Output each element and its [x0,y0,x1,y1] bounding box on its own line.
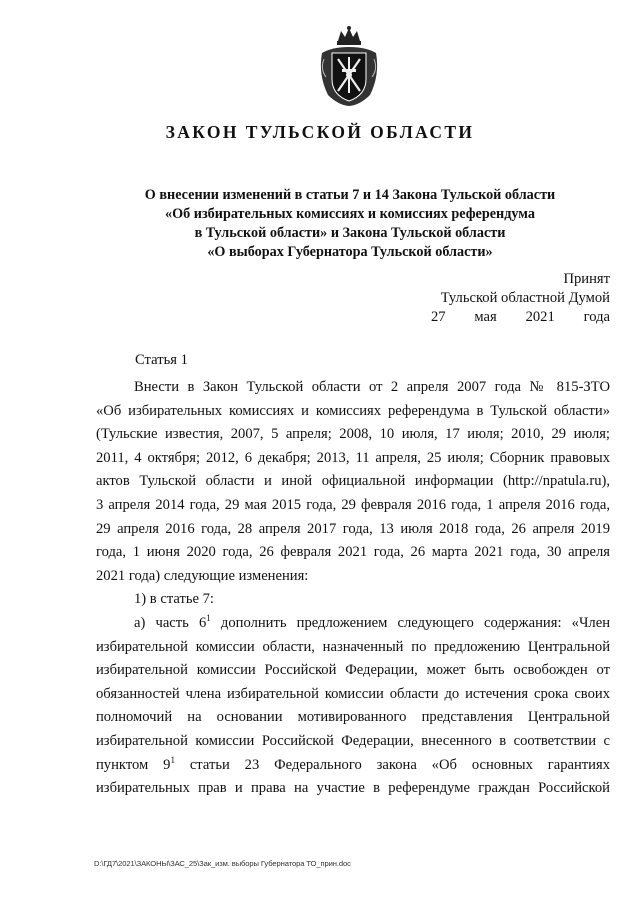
adoption-line: Принят [563,271,610,287]
article-heading: Статья 1 [135,352,188,368]
adoption-year-word: года [583,309,610,325]
adoption-line: Тульской областной Думой [440,290,610,306]
point-rest: статьи 23 Федерального закона «Об основных гарантиях [174,756,610,773]
list-item-1: 1) в статье 7: [134,591,214,608]
body-line: «Об избирательных комиссиях и комиссиях референдума в Тульской области» [96,402,610,419]
subtitle-line: «Об избирательных комиссиях и комиссиях референдума [165,206,535,222]
law-subtitle [100,186,600,262]
point-sup: 1 [170,754,175,765]
body-line-point [96,754,610,778]
body-line: 2021 года) следующие изменения: [96,567,309,584]
body-line: 29 апреля 2016 года, 28 апреля 2017 года, 13 июля 2018 года, 26 апреля 2019 [96,520,610,537]
article-body [96,376,610,801]
list-item-a [96,612,610,636]
subtitle-line: О внесении изменений в статьи 7 и 14 Закона Тульской области [144,187,556,203]
file-path-footer: D:\ГД7\2021\ЗАКОНЫ\ЗАС_25\Зак_изм. выборы Губернатора ТО_прин.doc [94,859,351,868]
point-prefix: пунктом 9 [96,756,171,773]
body-line: избирательной комиссии области, назначенный по предложению Центральной [96,638,610,655]
body-line: обязанностей члена избирательной комиссии области до истечения срока своих [96,685,610,702]
body-line: Внести в Закон Тульской области от 2 апреля 2007 года № 815-ЗТО [134,379,610,395]
body-line: (Тульские известия, 2007, 5 апреля; 2008, 10 июля, 17 июля; 2010, 29 июля; [96,426,610,443]
item-a-sup: 1 [206,612,211,623]
tula-oblast-coat-of-arms-icon [316,25,382,107]
item-a-prefix: а) часть 6 [134,614,207,631]
body-line: избирательной комиссии Российской Федерации, внесенного в соответствии с [96,732,610,749]
adoption-month: мая [474,309,497,325]
law-title: ЗАКОН ТУЛЬСКОЙ ОБЛАСТИ [165,122,475,142]
body-line: 2011, 4 октября; 2012, 6 декабря; 2013, 11 апреля, 25 июля; Сборник правовых [96,449,610,466]
adoption-block [431,270,610,327]
subtitle-line: «О выборах Губернатора Тульской области» [207,244,493,260]
body-line: актов Тульской области и иной официальной информации (http://npatula.ru), [96,473,610,490]
body-line: года, 1 июня 2020 года, 26 февраля 2021 года, 26 марта 2021 года, 30 апреля [96,544,610,561]
body-line: избирательной комиссии Российской Федерации, может быть освобожден от [96,662,610,679]
subtitle-line: в Тульской области» и Закона Тульской области [194,225,506,241]
body-line: полномочий на основании мотивированного представления Центральной [96,709,610,726]
adoption-date [431,308,610,327]
adoption-year: 2021 [525,309,555,325]
body-line: избирательных прав и права на участие в референдуме граждан Российской [96,780,610,797]
item-a-rest: дополнить предложением следующего содержания: «Член [210,614,611,631]
body-line: 3 апреля 2014 года, 29 мая 2015 года, 29 февраля 2016 года, 1 апреля 2016 года, [96,496,610,513]
adoption-day: 27 [431,309,446,325]
